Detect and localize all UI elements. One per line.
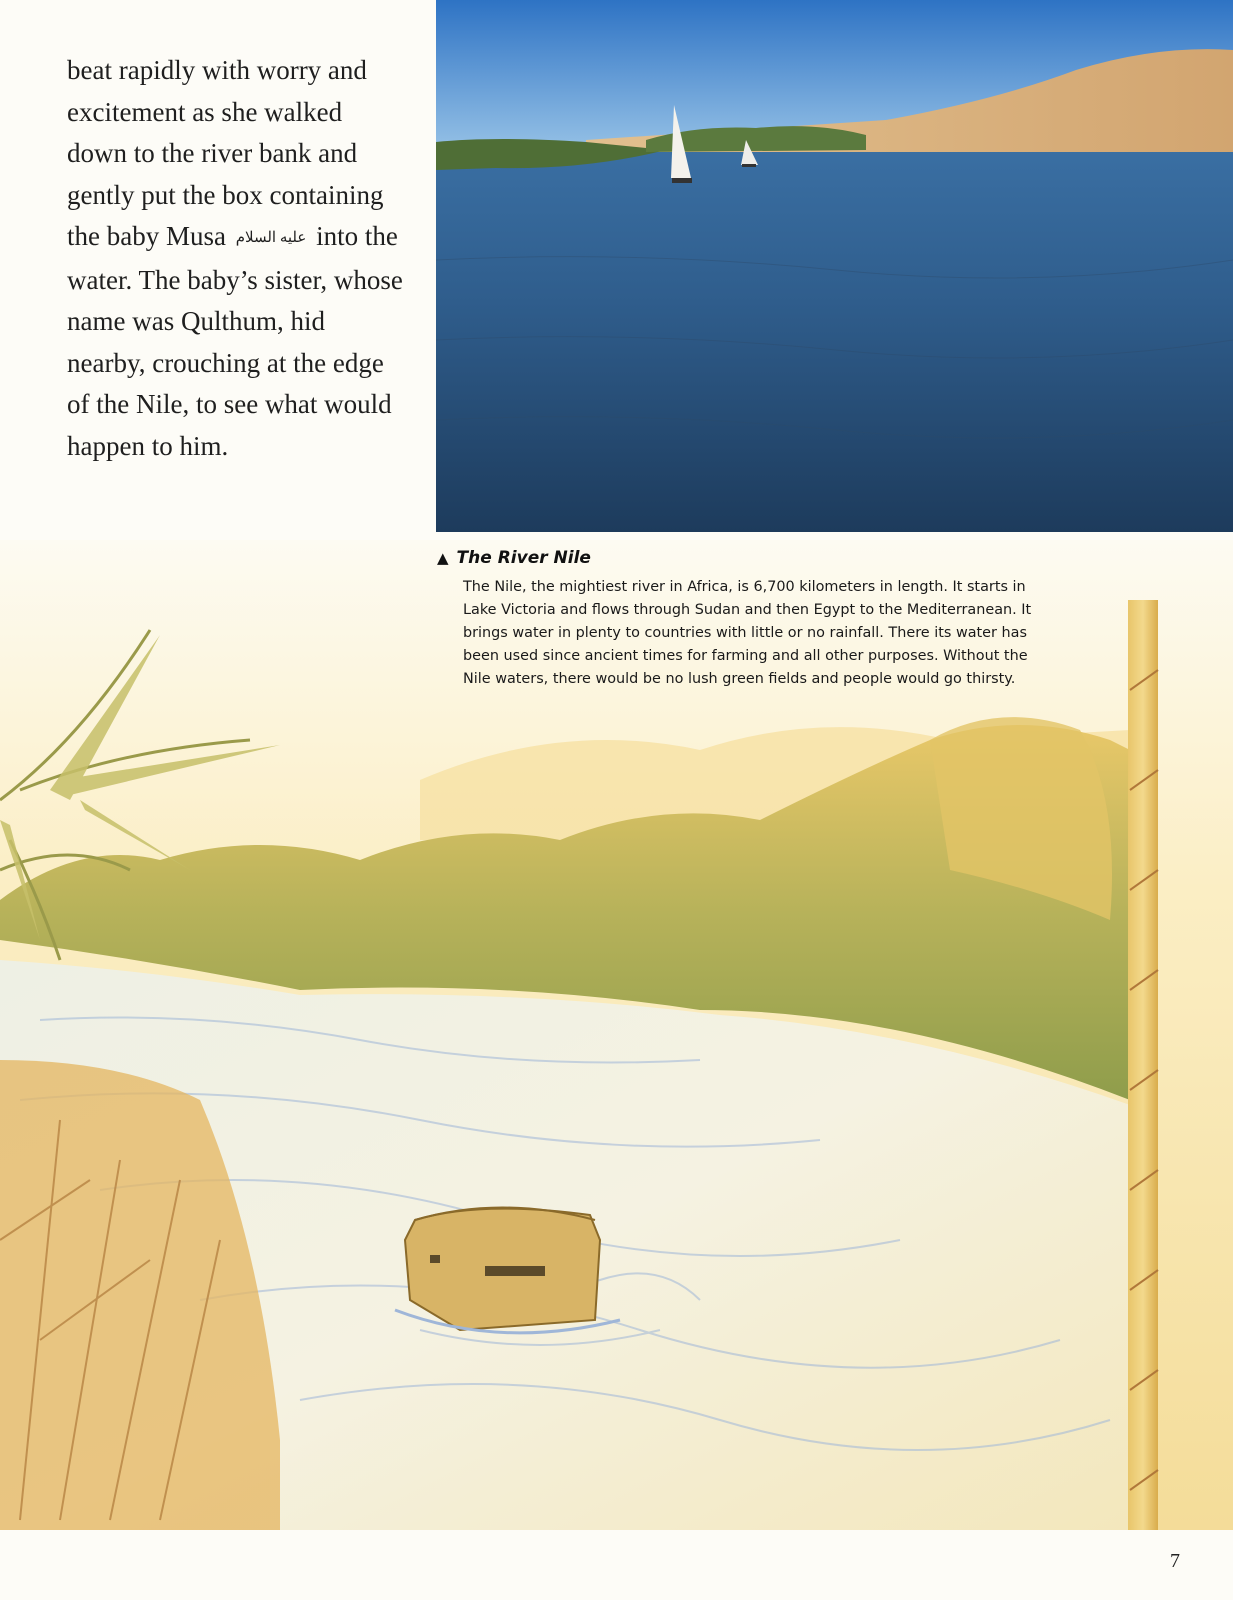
nile-photo	[436, 0, 1233, 532]
caption-title	[437, 548, 1077, 568]
story-line	[67, 216, 427, 260]
triangle-up-icon: ▲	[437, 549, 449, 567]
caption-line: been used since ancient times for farming and all other purposes. Without the	[463, 648, 1028, 664]
page-number: 7	[1170, 1550, 1180, 1572]
photo-caption	[437, 548, 1077, 691]
page-margin	[0, 1530, 1233, 1600]
story-line: happen to him.	[67, 430, 229, 461]
story-line: beat rapidly with worry and	[67, 55, 367, 85]
story-line: excitement as she walked	[67, 96, 343, 127]
story-line-start: the baby Musa	[67, 221, 226, 251]
story-line: of the Nile, to see what would	[67, 389, 392, 420]
story-line: name was Qulthum, hid	[67, 306, 325, 337]
story-line: down to the river bank and	[67, 138, 358, 168]
caption-line: brings water in plenty to countries with little or no rainfall. There its water has	[463, 625, 1027, 641]
story-line: nearby, crouching at the edge	[67, 347, 384, 378]
caption-line: The Nile, the mightiest river in Africa, is 6,700 kilometers in length. It starts in	[463, 579, 1026, 595]
story-line: gently put the box containing	[67, 179, 384, 210]
caption-body	[463, 576, 1077, 691]
caption-line: Nile waters, there would be no lush green fields and people would go thirsty.	[463, 671, 1016, 687]
story-line-end: into the	[316, 221, 398, 251]
honorific-symbol: عليه السلام	[235, 230, 307, 247]
caption-line: Lake Victoria and flows through Sudan and then Egypt to the Mediterranean. It	[463, 602, 1032, 618]
story-text	[67, 50, 427, 467]
caption-title-text: The River Nile	[456, 548, 591, 568]
story-line: water. The baby’s sister, whose	[67, 264, 403, 295]
